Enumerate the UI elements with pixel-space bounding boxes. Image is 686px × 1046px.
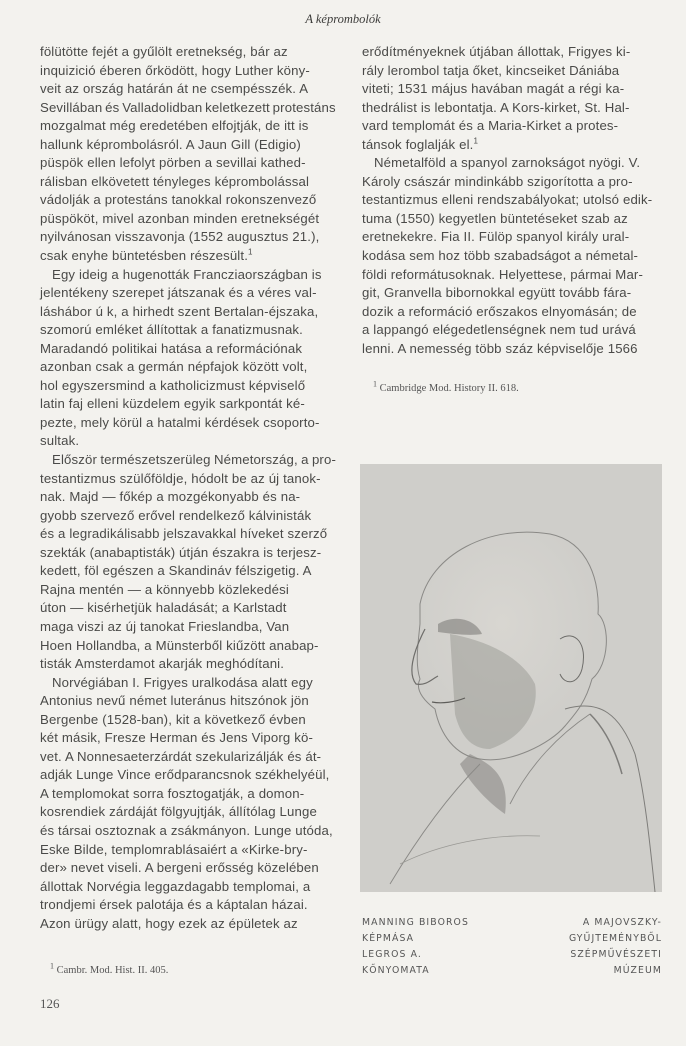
text-line <box>40 173 336 192</box>
text-line <box>362 266 662 285</box>
text-line-content: tánsok foglalják el. <box>362 136 474 152</box>
text-line <box>40 284 336 303</box>
text-line <box>40 618 336 637</box>
text-line-content: inquizició éberen őrködött, hogy Luther köny- <box>40 62 310 78</box>
text-line <box>40 154 336 173</box>
text-line <box>40 655 336 674</box>
footnote-reference: 1 <box>248 247 253 257</box>
text-line-content: Azon ürügy alatt, hogy ezek az épületek az <box>40 915 298 931</box>
text-line <box>40 451 336 470</box>
text-line-content: püspök ellen lefolyt pörben a sevillai kathed- <box>40 155 306 171</box>
caption-line: MANNING BIBOROS <box>362 917 469 928</box>
text-line-content: állottak Norvégia leggazdagabb templomai, a <box>40 878 311 894</box>
text-line <box>40 432 336 451</box>
text-line <box>362 247 662 266</box>
footnote-mark: 1 <box>50 961 54 971</box>
text-line <box>362 303 662 322</box>
text-line-content: testantizmus szülőföldje, hódolt be az új tanok- <box>40 470 321 486</box>
text-line-content: Hoen Hollandba, a Münsterből kiűzött anabap- <box>40 637 319 653</box>
caption-line: KŐNYOMATA <box>362 965 430 976</box>
text-line-content: nak. Majd — főkép a mozgékonyabb és na- <box>40 489 301 505</box>
text-line <box>40 525 336 544</box>
footnote-text: Cambridge Mod. History II. 618. <box>379 383 519 394</box>
text-line <box>40 766 336 785</box>
text-line-content: láshábor ú k, a hirhedt szent Bertalan-éjszaka, <box>40 303 319 319</box>
text-line <box>40 62 336 81</box>
text-line-content: azonban csak a germán népfajok között volt, <box>40 359 308 375</box>
text-line <box>40 191 336 210</box>
text-line-content: Maradandó politikai hatása a reformációnak <box>40 340 303 356</box>
footnote-left <box>50 961 169 976</box>
footnote-reference: 1 <box>473 136 479 146</box>
text-line-content: Bergenbe (1528-ban), kit a következő évben <box>40 711 306 727</box>
text-line <box>40 878 336 897</box>
text-line <box>362 62 662 81</box>
text-line-content: fölütötte fejét a gyűlölt eretnekség, bár az <box>40 44 288 59</box>
text-line <box>40 470 336 489</box>
text-line-content: kosrendiek zárdáját fölgyujtják, állítólag Lunge <box>40 804 317 820</box>
text-line-content: Sevillában és Valladolidban keletkezett protestáns <box>40 99 336 115</box>
text-line-content: latin faj elleni küzdelem egyik sarkpontát ké- <box>40 396 305 412</box>
text-line-content: Először természetszerüleg Németország, a pro- <box>52 452 336 468</box>
text-line <box>40 377 336 396</box>
text-line <box>40 80 336 99</box>
text-line-content: vádolják a protestáns tanokkal rokonszenvező <box>40 192 317 208</box>
text-line <box>362 321 662 340</box>
text-line-content: veit az ország határán át ne csempésszék. A <box>40 81 309 97</box>
text-line <box>362 340 662 359</box>
portrait-illustration <box>360 464 662 892</box>
text-line <box>40 729 336 748</box>
caption-line: SZÉPMŰVÉSZETI <box>570 949 662 960</box>
footnote-mark: 1 <box>373 379 377 389</box>
text-line-content: szekták (anabaptisták) útján északra is terjesz- <box>40 544 322 560</box>
text-line-content: nyilvánosan visszavonja (1552 augusztus 21.), <box>40 229 320 245</box>
text-line-content: kodása sem hoz több szabadságot a németal- <box>362 248 639 264</box>
text-line <box>362 210 662 229</box>
text-line <box>40 711 336 730</box>
text-line-content: testantizmus elleni rendszabályokat; utolsó edik- <box>362 192 653 208</box>
text-line-content: tuma (1550) kegyetlen büntetéseket szab az <box>362 210 628 226</box>
text-line <box>40 637 336 656</box>
text-line <box>362 136 662 155</box>
text-line <box>362 228 662 247</box>
text-line <box>40 99 336 118</box>
text-line <box>40 859 336 878</box>
text-line <box>40 340 336 359</box>
portrait-drawing <box>360 464 662 892</box>
text-line <box>40 247 336 266</box>
text-line <box>40 507 336 526</box>
text-line <box>40 321 336 340</box>
text-line-content: Antonius nevű német luteránus hitszónok jön <box>40 693 309 709</box>
text-line-content: csak enyhe büntetésben részesült. <box>40 248 249 264</box>
text-line <box>40 915 336 934</box>
text-line-content: tisták Amsterdamot akarják meghódítani. <box>40 656 285 672</box>
footnote-right <box>373 379 519 394</box>
right-text-column <box>362 43 662 358</box>
text-line-content: a lappangó elégedetlenségnek nem tud urává <box>362 322 636 338</box>
text-line-content: úton — kisérhetjük haladását; a Karlstadt <box>40 600 287 616</box>
text-line <box>40 136 336 155</box>
caption-line: MÚZEUM <box>613 965 662 976</box>
text-line <box>40 841 336 860</box>
text-line-content: vet. A Nonnesaeterzárdát szekularizálják és át- <box>40 748 322 764</box>
text-line-content: viteti; 1531 május havában magát a régi ka- <box>362 81 625 97</box>
text-line <box>40 228 336 247</box>
text-line-content: A templomokat sorra fosztogatják, a domon- <box>40 785 305 801</box>
text-line-content: és társai osztoznak a zsákmányon. Lunge utóda, <box>40 822 333 838</box>
text-line <box>362 43 662 62</box>
text-line-content: erődítményeknek útjában állottak, Frigyes ki- <box>362 44 631 59</box>
page-number: 126 <box>40 996 60 1011</box>
text-line-content: Egy ideig a hugenották Francziaországban is <box>52 266 322 282</box>
caption-line: A MAJOVSZKY- <box>582 917 662 928</box>
text-line <box>40 266 336 285</box>
text-line <box>40 544 336 563</box>
text-line-content: vard templomát és a Maria-Kirket a protes- <box>362 118 619 134</box>
text-line-content: jelentékeny szerepet játszanak és a véres val- <box>40 285 317 301</box>
text-line-content: hallunk képrombolásról. A Jaun Gill (Edigio) <box>40 136 301 152</box>
text-line <box>40 599 336 618</box>
text-line-content: Károly császár mindinkább szigorította a pro- <box>362 173 633 189</box>
text-line <box>362 117 662 136</box>
text-line-content: Rajna mentén — a könnyebb közlekedési <box>40 581 289 597</box>
text-line-content: der» nevet viseli. A bergeni erősség közelében <box>40 860 319 876</box>
text-line-content: rály lerombol tatja őket, kincseiket Dániába <box>362 62 620 78</box>
text-line <box>362 99 662 118</box>
text-line-content: trondjemi érsek palotája és a káptalan házai. <box>40 897 308 913</box>
text-line <box>40 785 336 804</box>
running-head: A képrombolók <box>305 12 381 26</box>
text-line-content: eretnekekre. Fia II. Fülöp spanyol király ural- <box>362 229 630 245</box>
text-line-content: két másik, Fresze Herman és Jens Viporg kö- <box>40 730 313 746</box>
text-line-content: püspököt, mivel azonban minden eretnekségét <box>40 210 320 226</box>
text-line-content: Németalföld a spanyol zarnokságot nyögi. V. <box>374 155 641 171</box>
text-line <box>40 674 336 693</box>
text-line-content: mozgalmat még eredetében elfojtják, de itt is <box>40 118 309 134</box>
text-line-content: lenni. A nemesség több száz képviselője 1566 <box>362 340 638 356</box>
text-line <box>362 80 662 99</box>
text-line <box>40 562 336 581</box>
text-line <box>362 284 662 303</box>
text-line-content: pezte, mely körül a hatalmi kérdések csoporto- <box>40 414 320 430</box>
text-line-content: rálisban elkövetett tényleges képrombolással <box>40 173 310 189</box>
text-line-content: dozik a reformáció erőszakos elnyomásán; de <box>362 303 637 319</box>
text-line <box>40 803 336 822</box>
text-line <box>362 173 662 192</box>
text-line <box>40 581 336 600</box>
text-line-content: hol egyszersmind a katholicizmust képviselő <box>40 377 306 393</box>
text-line-content: maga viszi az új tanokat Frieslandba, Van <box>40 618 290 634</box>
text-line-content: adják Lunge Vince erődparancsnok székhelyéül, <box>40 767 330 783</box>
text-line <box>40 748 336 767</box>
text-line <box>40 358 336 377</box>
caption-line: GYŰJTEMÉNYBŐL <box>568 933 662 944</box>
text-line-content: gyobb szervező erővel rendelkező kálvinisták <box>40 507 312 523</box>
text-line <box>40 395 336 414</box>
caption-line: KÉPMÁSA <box>362 933 415 944</box>
text-line-content: sultak. <box>40 433 80 449</box>
text-line-content: thedrálist is lebontatja. A Kors-kirket, St. Hal- <box>362 99 630 115</box>
text-line-content: git, Granvella bibornokkal együtt tovább fára- <box>362 285 632 301</box>
text-line-content: földi reformátusoknak. Helyettese, pármai Mar- <box>362 266 644 282</box>
text-line <box>40 692 336 711</box>
caption-right <box>569 915 662 979</box>
text-line <box>40 303 336 322</box>
caption-left <box>362 915 469 979</box>
text-line-content: szomorú emléket állítottak a fanatizmusnak. <box>40 322 303 338</box>
text-line-content: Eske Bilde, templomrablásaiért a «Kirke-bry- <box>40 841 308 857</box>
text-line <box>40 488 336 507</box>
text-line-content: Norvégiában I. Frigyes uralkodása alatt egy <box>52 674 313 690</box>
caption-line: LEGROS A. <box>362 949 422 960</box>
text-line-content: és a legradikálisabb jelszavakkal híveket szerző <box>40 526 328 542</box>
text-line <box>40 896 336 915</box>
text-line <box>40 414 336 433</box>
text-line <box>40 43 336 62</box>
text-line <box>40 117 336 136</box>
left-text-column <box>40 43 336 933</box>
footnote-text: Cambr. Mod. Hist. II. 405. <box>56 965 169 976</box>
text-line <box>362 154 662 173</box>
text-line <box>40 210 336 229</box>
text-line-content: kedett, föl egészen a Skandináv félszigetig. A <box>40 563 312 579</box>
text-line <box>362 191 662 210</box>
text-line <box>40 822 336 841</box>
